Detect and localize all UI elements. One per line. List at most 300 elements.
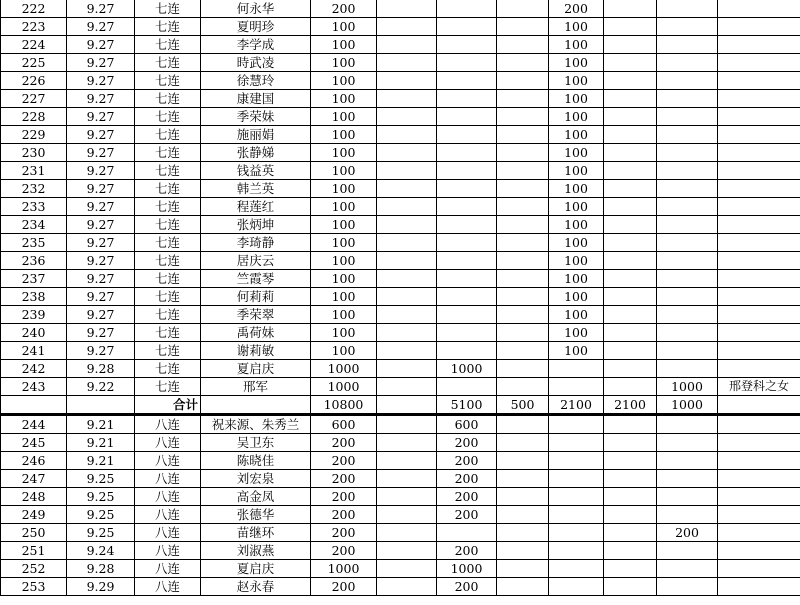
- row-unit: 八连: [135, 560, 201, 578]
- row-donor-name: 苗继环: [201, 524, 311, 542]
- row-col10: [604, 54, 657, 72]
- row-donor-name: 何莉莉: [201, 288, 311, 306]
- row-number: 245: [1, 434, 67, 452]
- row-date: 9.25: [67, 470, 135, 488]
- table-row: [1, 378, 800, 396]
- row-col9: 100: [549, 18, 604, 36]
- row-donor-name: 居庆云: [201, 252, 311, 270]
- row-col8: [497, 488, 549, 506]
- row-unit: 八连: [135, 506, 201, 524]
- row-col7: 200: [437, 506, 497, 524]
- row-col11: [657, 488, 718, 506]
- row-donor-name: 施丽娟: [201, 126, 311, 144]
- row-total-amount: 100: [311, 216, 377, 234]
- row-date: 9.28: [67, 360, 135, 378]
- row-date: [67, 396, 135, 415]
- table-row: [1, 324, 800, 342]
- row-note: [718, 252, 800, 270]
- row-col10: 2100: [604, 396, 657, 415]
- row-col6: [377, 180, 437, 198]
- row-date: 9.27: [67, 288, 135, 306]
- row-col9: [549, 524, 604, 542]
- row-col6: [377, 452, 437, 470]
- row-col11: [657, 560, 718, 578]
- row-unit: 七连: [135, 324, 201, 342]
- table-row: [1, 180, 800, 198]
- row-note: [718, 560, 800, 578]
- row-number: 228: [1, 108, 67, 126]
- row-col6: [377, 198, 437, 216]
- row-unit: 七连: [135, 306, 201, 324]
- row-number: 243: [1, 378, 67, 396]
- row-date: 9.21: [67, 452, 135, 470]
- row-col6: [377, 542, 437, 560]
- row-unit: 七连: [135, 54, 201, 72]
- row-number: 223: [1, 18, 67, 36]
- row-total-amount: 600: [311, 415, 377, 434]
- row-col6: [377, 126, 437, 144]
- row-date: 9.27: [67, 162, 135, 180]
- row-note: [718, 18, 800, 36]
- row-date: 9.27: [67, 108, 135, 126]
- row-col10: [604, 18, 657, 36]
- row-unit: 七连: [135, 144, 201, 162]
- row-col7: [437, 72, 497, 90]
- row-col7: [437, 216, 497, 234]
- row-date: 9.27: [67, 270, 135, 288]
- row-date: 9.25: [67, 506, 135, 524]
- row-col9: 100: [549, 306, 604, 324]
- row-col8: [497, 288, 549, 306]
- row-note: [718, 72, 800, 90]
- row-col7: [437, 524, 497, 542]
- row-col8: [497, 434, 549, 452]
- row-col6: [377, 270, 437, 288]
- row-note: 邢登科之女: [718, 378, 800, 396]
- row-donor-name: [201, 396, 311, 415]
- row-total-amount: 100: [311, 180, 377, 198]
- table-row: [1, 488, 800, 506]
- row-col8: [497, 306, 549, 324]
- row-note: [718, 36, 800, 54]
- row-number: [1, 396, 67, 415]
- table-row: [1, 524, 800, 542]
- row-total-amount: 200: [311, 542, 377, 560]
- row-donor-name: 张炳坤: [201, 216, 311, 234]
- row-date: 9.27: [67, 36, 135, 54]
- table-row: [1, 434, 800, 452]
- row-col7: [437, 378, 497, 396]
- row-date: 9.28: [67, 560, 135, 578]
- row-col11: [657, 18, 718, 36]
- row-donor-name: 季荣翠: [201, 306, 311, 324]
- row-col10: [604, 360, 657, 378]
- row-col8: [497, 470, 549, 488]
- row-col9: [549, 360, 604, 378]
- row-date: 9.24: [67, 542, 135, 560]
- row-col6: [377, 342, 437, 360]
- row-unit: 七连: [135, 108, 201, 126]
- row-total-amount: 100: [311, 198, 377, 216]
- row-unit: 八连: [135, 415, 201, 434]
- subtotal-row: [1, 396, 800, 415]
- row-col9: 100: [549, 342, 604, 360]
- row-col9: [549, 542, 604, 560]
- row-note: [718, 90, 800, 108]
- row-note: [718, 54, 800, 72]
- row-date: 9.27: [67, 18, 135, 36]
- row-number: 230: [1, 144, 67, 162]
- table-row: [1, 54, 800, 72]
- row-total-amount: 1000: [311, 360, 377, 378]
- table-row: [1, 234, 800, 252]
- row-note: [718, 415, 800, 434]
- row-unit: 七连: [135, 270, 201, 288]
- row-col8: [497, 90, 549, 108]
- row-col8: [497, 126, 549, 144]
- row-unit: 七连: [135, 162, 201, 180]
- row-col6: [377, 162, 437, 180]
- row-col10: [604, 252, 657, 270]
- row-col10: [604, 126, 657, 144]
- row-total-amount: 100: [311, 324, 377, 342]
- row-note: [718, 488, 800, 506]
- row-col10: [604, 90, 657, 108]
- row-col6: [377, 18, 437, 36]
- row-col7: [437, 270, 497, 288]
- row-col9: 100: [549, 144, 604, 162]
- row-donor-name: 康建国: [201, 90, 311, 108]
- row-col6: [377, 306, 437, 324]
- row-unit: 七连: [135, 360, 201, 378]
- table-row: [1, 126, 800, 144]
- row-date: 9.27: [67, 324, 135, 342]
- row-col7: [437, 0, 497, 18]
- row-col7: [437, 162, 497, 180]
- row-col11: [657, 198, 718, 216]
- row-donor-name: 邢军: [201, 378, 311, 396]
- row-col7: 200: [437, 578, 497, 596]
- row-donor-name: 時武凌: [201, 54, 311, 72]
- row-note: [718, 506, 800, 524]
- table-row: [1, 144, 800, 162]
- row-note: [718, 0, 800, 18]
- row-col10: [604, 162, 657, 180]
- row-col11: [657, 108, 718, 126]
- row-note: [718, 306, 800, 324]
- row-col7: [437, 108, 497, 126]
- row-note: [718, 324, 800, 342]
- row-donor-name: 季荣妹: [201, 108, 311, 126]
- row-col8: [497, 54, 549, 72]
- row-col10: [604, 306, 657, 324]
- row-col8: [497, 180, 549, 198]
- table-row: [1, 506, 800, 524]
- row-total-amount: 200: [311, 470, 377, 488]
- row-col9: [549, 506, 604, 524]
- row-col11: [657, 324, 718, 342]
- row-col7: [437, 324, 497, 342]
- row-col8: [497, 578, 549, 596]
- row-col11: [657, 90, 718, 108]
- row-date: 9.22: [67, 378, 135, 396]
- row-note: [718, 144, 800, 162]
- table-row: [1, 36, 800, 54]
- row-unit: 七连: [135, 342, 201, 360]
- row-unit: 七连: [135, 18, 201, 36]
- row-unit: 八连: [135, 524, 201, 542]
- table-row: [1, 72, 800, 90]
- row-col9: 100: [549, 180, 604, 198]
- row-number: 233: [1, 198, 67, 216]
- row-number: 240: [1, 324, 67, 342]
- row-total-amount: 1000: [311, 560, 377, 578]
- row-col7: 200: [437, 470, 497, 488]
- row-col6: [377, 108, 437, 126]
- row-note: [718, 360, 800, 378]
- table-row: [1, 578, 800, 596]
- row-col10: [604, 415, 657, 434]
- row-col10: [604, 578, 657, 596]
- row-col7: 200: [437, 542, 497, 560]
- table-row: [1, 252, 800, 270]
- row-number: 236: [1, 252, 67, 270]
- row-total-amount: 200: [311, 578, 377, 596]
- row-col11: [657, 180, 718, 198]
- row-unit: 七连: [135, 378, 201, 396]
- row-col8: [497, 342, 549, 360]
- row-col11: [657, 0, 718, 18]
- row-col6: [377, 506, 437, 524]
- row-number: 222: [1, 0, 67, 18]
- row-col10: [604, 288, 657, 306]
- row-donor-name: 谢莉敏: [201, 342, 311, 360]
- row-col8: [497, 506, 549, 524]
- row-number: 229: [1, 126, 67, 144]
- row-unit: 七连: [135, 234, 201, 252]
- row-col9: 100: [549, 324, 604, 342]
- row-col11: [657, 234, 718, 252]
- row-date: 9.25: [67, 488, 135, 506]
- row-col8: [497, 18, 549, 36]
- row-total-amount: 100: [311, 162, 377, 180]
- row-date: 9.27: [67, 342, 135, 360]
- row-col11: [657, 252, 718, 270]
- row-note: [718, 578, 800, 596]
- row-col10: [604, 36, 657, 54]
- row-note: [718, 198, 800, 216]
- row-col11: [657, 415, 718, 434]
- row-col9: 100: [549, 108, 604, 126]
- row-number: 231: [1, 162, 67, 180]
- row-col6: [377, 415, 437, 434]
- row-total-amount: 100: [311, 90, 377, 108]
- row-number: 227: [1, 90, 67, 108]
- row-col10: [604, 560, 657, 578]
- row-col6: [377, 560, 437, 578]
- row-unit: 七连: [135, 216, 201, 234]
- row-col7: 600: [437, 415, 497, 434]
- row-col10: [604, 488, 657, 506]
- row-donor-name: 张静娣: [201, 144, 311, 162]
- row-col8: [497, 560, 549, 578]
- row-donor-name: 夏明珍: [201, 18, 311, 36]
- table-row: [1, 470, 800, 488]
- row-unit: 七连: [135, 288, 201, 306]
- row-col9: [549, 488, 604, 506]
- row-total-amount: 100: [311, 234, 377, 252]
- row-col7: 200: [437, 434, 497, 452]
- row-col8: [497, 0, 549, 18]
- row-col8: [497, 324, 549, 342]
- row-unit: 七连: [135, 126, 201, 144]
- row-number: 241: [1, 342, 67, 360]
- row-col7: [437, 288, 497, 306]
- row-unit: 合计: [135, 396, 201, 415]
- row-col9: 2100: [549, 396, 604, 415]
- row-number: 244: [1, 415, 67, 434]
- table-row: [1, 306, 800, 324]
- row-note: [718, 452, 800, 470]
- row-donor-name: 韩兰英: [201, 180, 311, 198]
- row-total-amount: 1000: [311, 378, 377, 396]
- row-unit: 七连: [135, 252, 201, 270]
- row-col11: [657, 306, 718, 324]
- row-col8: [497, 252, 549, 270]
- row-col9: [549, 470, 604, 488]
- row-unit: 七连: [135, 180, 201, 198]
- row-col10: [604, 470, 657, 488]
- row-note: [718, 434, 800, 452]
- row-col7: 5100: [437, 396, 497, 415]
- row-col6: [377, 378, 437, 396]
- table-row: [1, 270, 800, 288]
- row-col8: 500: [497, 396, 549, 415]
- row-col8: [497, 72, 549, 90]
- row-col8: [497, 542, 549, 560]
- row-number: 247: [1, 470, 67, 488]
- row-col7: [437, 252, 497, 270]
- row-col9: 100: [549, 252, 604, 270]
- row-col6: [377, 216, 437, 234]
- row-donor-name: 徐慧玲: [201, 72, 311, 90]
- row-donor-name: 李学成: [201, 36, 311, 54]
- row-col11: [657, 126, 718, 144]
- row-note: [718, 234, 800, 252]
- row-col7: [437, 36, 497, 54]
- row-col11: [657, 216, 718, 234]
- row-unit: 八连: [135, 488, 201, 506]
- row-col6: [377, 470, 437, 488]
- row-col6: [377, 90, 437, 108]
- row-col6: [377, 434, 437, 452]
- row-col11: [657, 54, 718, 72]
- table-row: [1, 360, 800, 378]
- row-col10: [604, 144, 657, 162]
- row-col10: [604, 506, 657, 524]
- table-row: [1, 415, 800, 434]
- row-col11: [657, 360, 718, 378]
- row-col11: [657, 288, 718, 306]
- row-number: 252: [1, 560, 67, 578]
- row-note: [718, 396, 800, 415]
- row-donor-name: 夏启庆: [201, 360, 311, 378]
- row-note: [718, 470, 800, 488]
- row-col7: [437, 198, 497, 216]
- row-note: [718, 524, 800, 542]
- row-total-amount: 100: [311, 342, 377, 360]
- row-note: [718, 270, 800, 288]
- row-date: 9.27: [67, 72, 135, 90]
- row-note: [718, 108, 800, 126]
- row-col8: [497, 360, 549, 378]
- row-col8: [497, 198, 549, 216]
- row-total-amount: 100: [311, 18, 377, 36]
- row-col8: [497, 162, 549, 180]
- row-col7: [437, 306, 497, 324]
- row-col7: 200: [437, 452, 497, 470]
- row-unit: 七连: [135, 0, 201, 18]
- row-donor-name: 赵永春: [201, 578, 311, 596]
- row-number: 234: [1, 216, 67, 234]
- row-col10: [604, 434, 657, 452]
- row-col6: [377, 396, 437, 415]
- row-col10: [604, 234, 657, 252]
- row-date: 9.27: [67, 144, 135, 162]
- row-col9: [549, 415, 604, 434]
- row-col6: [377, 144, 437, 162]
- row-total-amount: 200: [311, 0, 377, 18]
- row-col9: [549, 560, 604, 578]
- row-donor-name: 高金凤: [201, 488, 311, 506]
- row-total-amount: 100: [311, 288, 377, 306]
- row-unit: 七连: [135, 198, 201, 216]
- row-col11: [657, 434, 718, 452]
- row-col10: [604, 72, 657, 90]
- row-col7: [437, 144, 497, 162]
- row-donor-name: 禹荷妹: [201, 324, 311, 342]
- row-col9: [549, 434, 604, 452]
- row-col9: 200: [549, 0, 604, 18]
- row-col11: [657, 342, 718, 360]
- row-col11: [657, 506, 718, 524]
- row-col11: [657, 162, 718, 180]
- row-number: 226: [1, 72, 67, 90]
- row-col11: [657, 270, 718, 288]
- row-col9: 100: [549, 90, 604, 108]
- row-total-amount: 100: [311, 54, 377, 72]
- row-col7: [437, 180, 497, 198]
- row-total-amount: 200: [311, 506, 377, 524]
- row-col10: [604, 524, 657, 542]
- row-col6: [377, 488, 437, 506]
- row-col9: 100: [549, 270, 604, 288]
- row-date: 9.25: [67, 524, 135, 542]
- row-note: [718, 216, 800, 234]
- table-row: [1, 90, 800, 108]
- row-date: 9.21: [67, 434, 135, 452]
- row-total-amount: 10800: [311, 396, 377, 415]
- table-row: [1, 162, 800, 180]
- row-note: [718, 126, 800, 144]
- row-col10: [604, 216, 657, 234]
- row-note: [718, 288, 800, 306]
- row-total-amount: 100: [311, 252, 377, 270]
- row-donor-name: 刘宏泉: [201, 470, 311, 488]
- row-col11: [657, 542, 718, 560]
- row-total-amount: 200: [311, 524, 377, 542]
- row-total-amount: 100: [311, 36, 377, 54]
